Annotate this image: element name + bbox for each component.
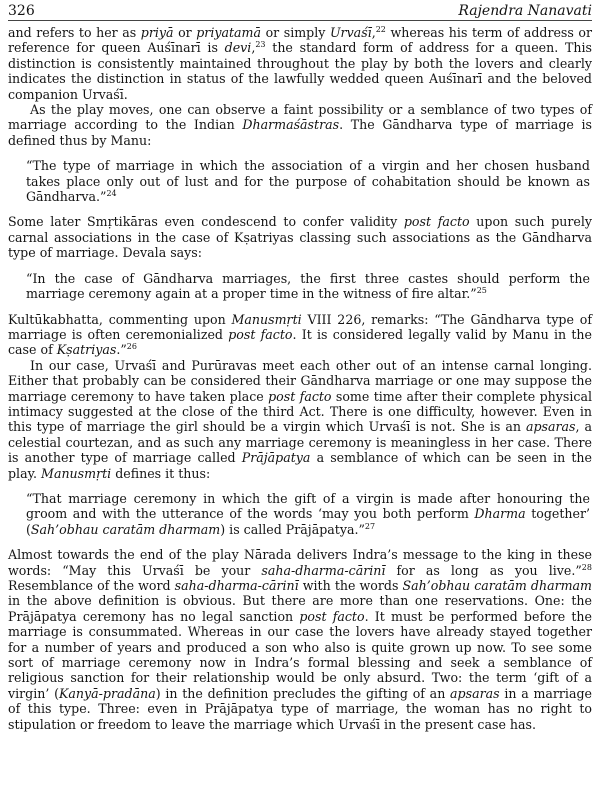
quote-manu-prajapatya: “That marriage ceremony in which the gift of a virgin is made after honouring the groom and with the utterance of the words ‘may you both perform Dharma together’ (Sah’obhau caratām dharmam) is called Prājāpatya.”$^{27}$ <box>26 490 590 537</box>
paragraph-1: and refers to her as priyā or priyatamā or simply Urvaśī,$^{22}$ whereas his term of address or reference for queen Auśīnarī is devi,$^{23}$ the standard form of address for a queen. This distinction is consistently maintained throughout the play by both the lovers and clearly indicates the distinction in status of the lawfully wedded queen Auśīnarī and the beloved companion Urvaśī. <box>8 25 593 102</box>
paragraph-2: As the play moves, one can observe a faint possibility or a semblance of two types of marriage according to the Indian Dharmaśāstras. The Gāndharva type of marriage is defined thus by Manu: <box>8 102 592 148</box>
paragraph-4: Kultūkabhatta, commenting upon Manusmṛti VIII 226, remarks: “The Gāndharva type of marriage is often ceremonialized post facto. It is considered legally valid by Manu in the case of Kṣatriyas.”$^{26}$ <box>8 311 592 358</box>
paragraph-6: Almost towards the end of the play Nārada delivers Indra’s message to the king in these words: “May this Urvaśī be your saha-dharma-cārinī for as long as you live.”$^{28}$ Resemblance of the word saha-dharma-cārinī with the words Sah’obhau caratām dharmam in the above definition is obvious. But there are more than one reservations. One: the Prājāpatya ceremony has no legal sanction post facto. It must be performed before the marriage is consummated. Whereas in our case the lovers have already stayed together for a number of years and produced a son who also is quite grown up now. To see some sort of marriage ceremony now in Indra’s formal blessing and seek a semblance of religious sanction for their relationship would be only absurd. Two: the term ‘gift of a virgin’ (Kanyā-pradāna) in the definition precludes the gifting of an apsaras in a marriage of this type. Three: even in Prājāpatya type of marriage, the woman has no right to stipulation or freedom to leave the marriage which Urvaśī in the present case has. <box>8 547 592 732</box>
paragraph-3: Some later Smṛtikāras even condescend to confer validity post facto upon such purely carnal associations in the case of Kṣatriyas classing such associations as the Gāndharva type of marriage. Devala says: <box>8 214 593 261</box>
running-title: Rajendra Nanavati <box>458 3 592 19</box>
paragraph-5: In our case, Urvaśī and Purūravas meet each other out of an intense carnal longing. Either that probably can be considered their Gāndharva marriage or one may suppose the marriage ceremony to have taken place post facto some time after their complete physical intimacy suggested at the close of the third Act. There is one difficulty, however. Even in this type of marriage the girl should be a virgin which Urvaśī is not. She is an apsaras, a celestial courtezan, and as such any marriage ceremony is meaningless in her case. There is another type of marriage called Prājāpatya a semblance of which can be seen in the play. Manusmṛti defines it thus: <box>8 357 593 481</box>
quote-manu-gandharva: “The type of marriage in which the association of a virgin and her chosen husband takes place only out of lust and for the purpose of cohabitation should be known as Gāndharva.”$^{24}$ <box>26 158 590 205</box>
quote-devala: “In the case of Gāndharva marriages, the first three castes should perform the marriage ceremony again at a proper time in the witness of fire altar.”$^{25}$ <box>26 270 590 302</box>
running-header <box>8 2 592 21</box>
page-number: 326 <box>8 3 35 19</box>
